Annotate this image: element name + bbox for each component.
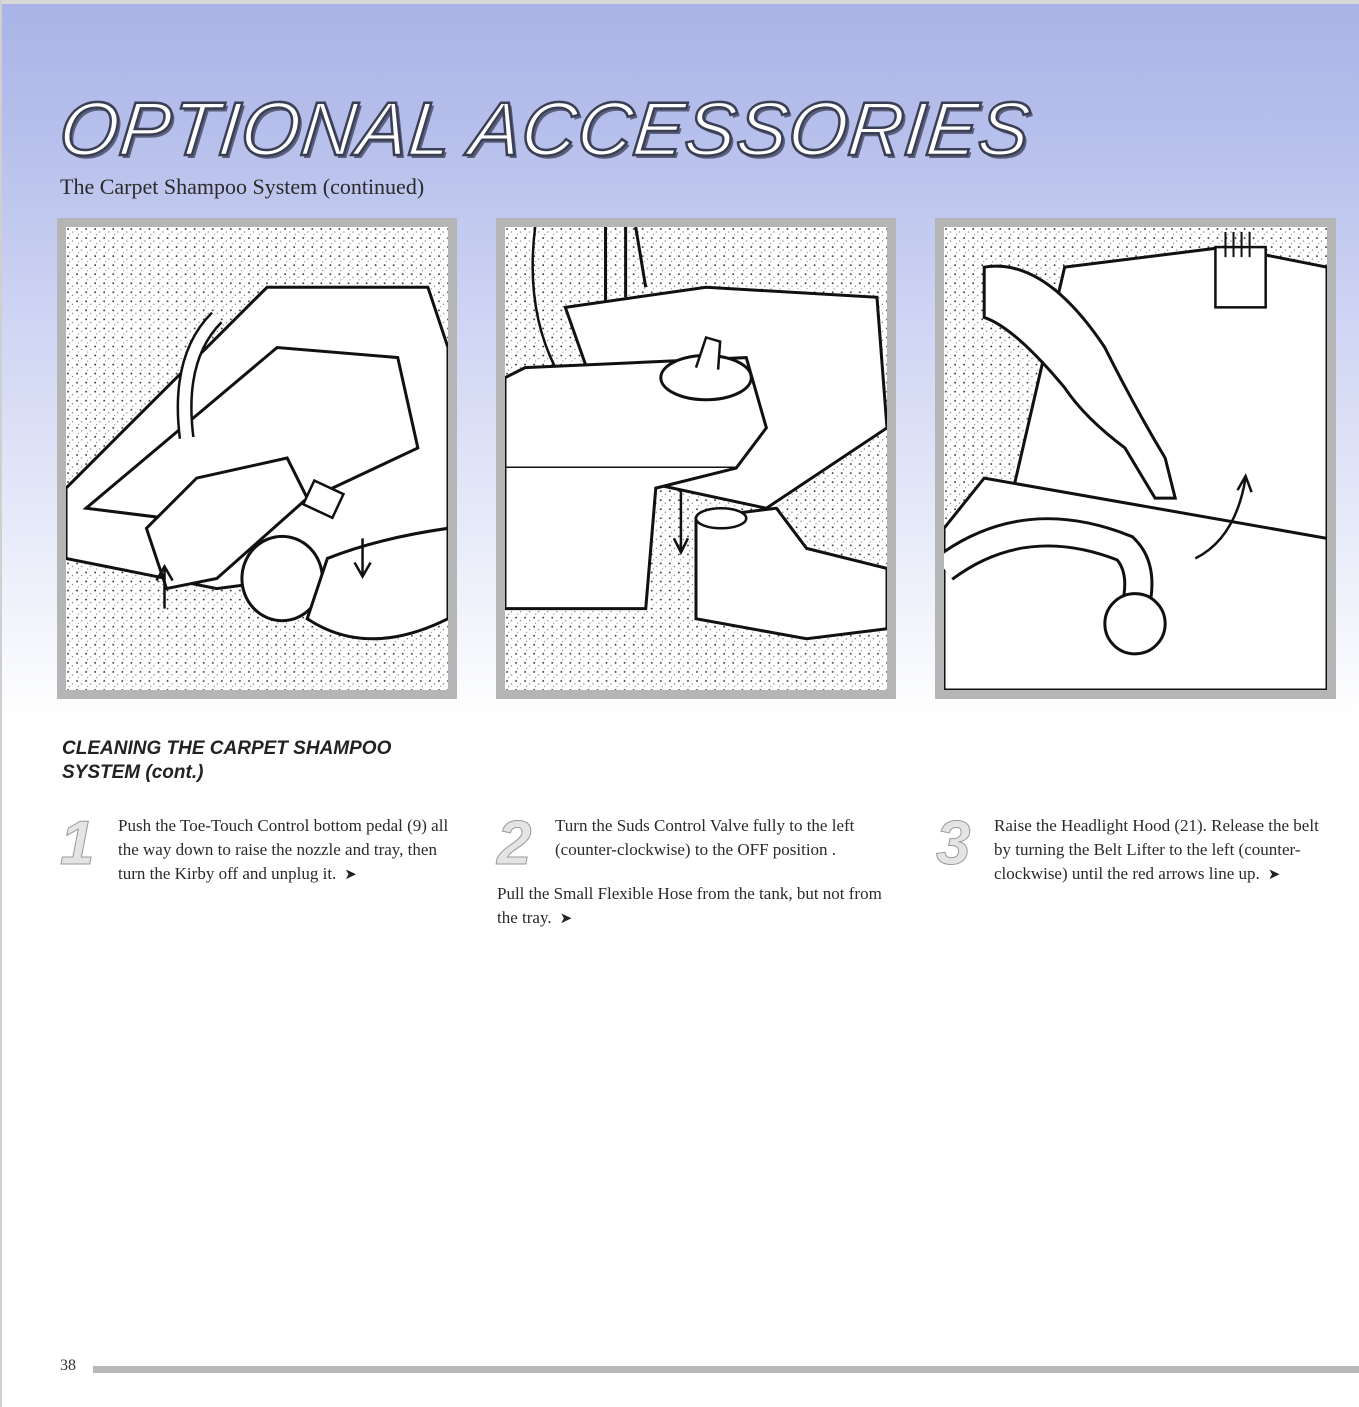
illustration-toe-touch-pedal: [66, 227, 448, 690]
section-heading-line-1: CLEANING THE CARPET SHAMPOO: [62, 738, 392, 759]
continue-arrow-icon: ➤: [559, 909, 573, 927]
step-text: Raise the Headlight Hood (21). Release the belt by turning the Belt Lifter to the left (counter-clockwise) until the red arrows line up.: [994, 816, 1319, 883]
step-number: 1: [60, 809, 95, 878]
step-1: [60, 809, 450, 886]
page-subtitle: The Carpet Shampoo System (continued): [60, 174, 425, 199]
continue-arrow-icon: ➤: [1267, 865, 1281, 883]
page-number: 38: [60, 1357, 76, 1374]
illustration-step-2: [496, 218, 896, 699]
step-2: [497, 809, 897, 930]
left-edge: [0, 0, 2, 1407]
footer-rule: [93, 1366, 1359, 1373]
illustration-step-3: [935, 218, 1336, 699]
continue-arrow-icon: ➤: [344, 865, 357, 883]
step-text: Push the Toe-Touch Control bottom pedal (9) all the way down to raise the nozzle and tray, then turn the Kirby off and unplug it.: [118, 816, 449, 883]
step-3: [936, 809, 1336, 886]
top-edge: [0, 0, 1359, 4]
illustration-belt-lifter: [944, 227, 1327, 690]
illustration-suds-control-valve: [505, 227, 887, 690]
section-heading: [62, 737, 482, 785]
page-title: OPTIONAL ACCESSORIES: [55, 87, 1035, 172]
step-text: Turn the Suds Control Valve fully to the left (counter-clockwise) to the OFF position .: [555, 816, 855, 859]
step-number: 3: [936, 809, 971, 878]
illustration-step-1: [57, 218, 457, 699]
step-extra-text: Pull the Small Flexible Hose from the tank, but not from the tray.: [497, 884, 882, 927]
section-heading-line-2: SYSTEM (cont.): [62, 762, 204, 783]
step-number: 2: [497, 809, 532, 878]
